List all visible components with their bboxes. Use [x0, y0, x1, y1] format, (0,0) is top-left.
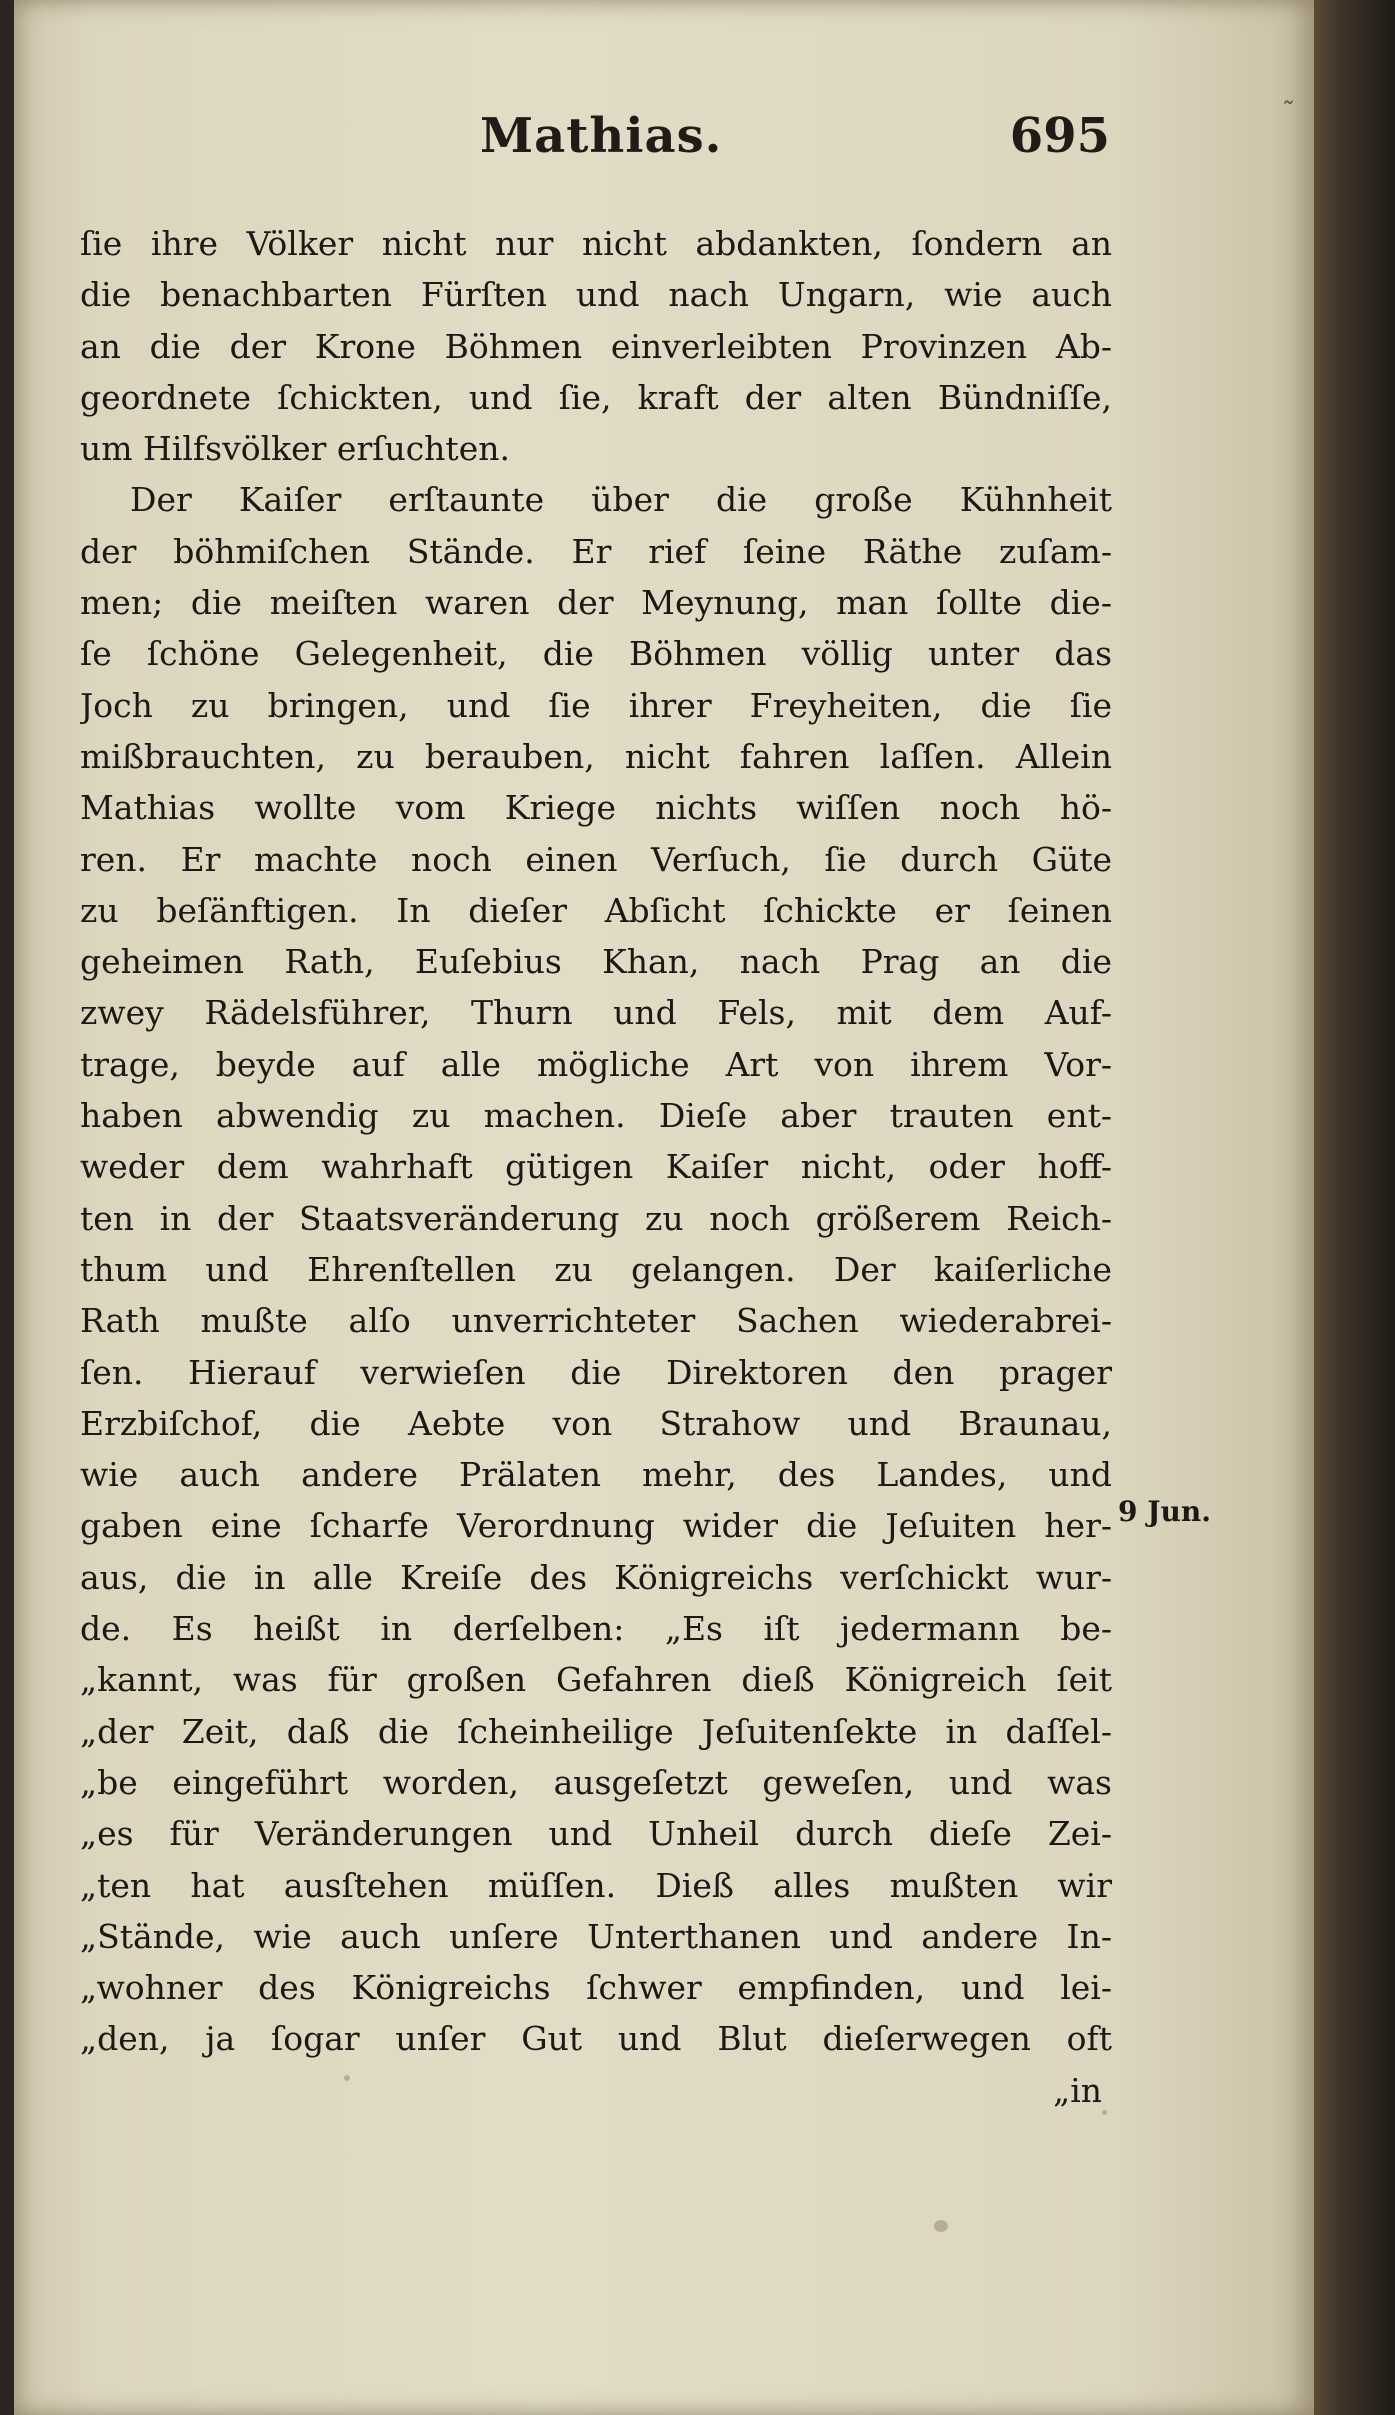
text-line: ſen. Hierauf verwieſen die Direktoren den prager: [80, 1352, 1112, 1392]
text-line: Mathias wollte vom Kriege nichts wiſſen noch hö-: [80, 788, 1112, 828]
text-line: haben abwendig zu machen. Dieſe aber trauten ent-: [80, 1096, 1112, 1136]
book-gutter-edge: [1314, 0, 1395, 2415]
text-line: „kannt, was für großen Gefahren dieß Königreich ſeit: [80, 1660, 1112, 1700]
text-line: men; die meiſten waren der Meynung, man ſollte die-: [80, 583, 1112, 623]
text-line: gaben eine ſcharfe Verordnung wider die Jeſuiten her-: [80, 1506, 1112, 1546]
text-line: wie auch andere Prälaten mehr, des Landes, und: [80, 1455, 1112, 1495]
text-line: trage, beyde auf alle mögliche Art von ihrem Vor-: [80, 1044, 1112, 1084]
text-line: geheimen Rath, Euſebius Khan, nach Prag an die: [80, 942, 1112, 982]
text-line: „es für Veränderungen und Unheil durch dieſe Zei-: [80, 1814, 1112, 1854]
text-line: mißbrauchten, zu berauben, nicht fahren laſſen. Allein: [80, 736, 1112, 776]
text-line: thum und Ehrenſtellen zu gelangen. Der kaiſerliche: [80, 1249, 1112, 1289]
text-line: „Stände, wie auch unſere Unterthanen und andere In-: [80, 1916, 1112, 1956]
text-line: zu beſänftigen. In dieſer Abſicht ſchickte er ſeinen: [80, 890, 1112, 930]
text-line: „den, ja ſogar unſer Gut und Blut dieſerwegen oft: [80, 2019, 1112, 2059]
text-line: ſie ihre Völker nicht nur nicht abdankten, ſondern an: [80, 224, 1112, 263]
text-line: ten in der Staatsveränderung zu noch größerem Reich-: [80, 1198, 1112, 1238]
page-header: [80, 108, 1110, 188]
text-line: Rath mußte alſo unverrichteter Sachen wiederabrei-: [80, 1301, 1112, 1341]
body-text: [80, 218, 1112, 2116]
text-line: zwey Rädelsführer, Thurn und Fels, mit dem Auf-: [80, 993, 1112, 1033]
margin-note-date: 9 Jun.: [1118, 1495, 1211, 1528]
text-line: „be eingeführt worden, ausgeſetzt geweſen, und was: [80, 1762, 1112, 1802]
text-line: „wohner des Königreichs ſchwer empfinden, und lei-: [80, 1968, 1112, 2008]
catchword: „in: [1053, 2070, 1102, 2110]
corner-mark: ˜: [1282, 98, 1295, 128]
text-line: ren. Er machte noch einen Verſuch, ſie durch Güte: [80, 839, 1112, 879]
paper-stain: [934, 2220, 948, 2232]
text-line: die benachbarten Fürſten und nach Ungarn, wie auch: [80, 275, 1112, 315]
text-line: „ten hat ausſtehen müſſen. Dieß alles mußten wir: [80, 1865, 1112, 1905]
running-head: Mathias.: [480, 108, 723, 164]
text-line: der böhmiſchen Stände. Er rief ſeine Räthe zuſam-: [80, 531, 1112, 571]
text-line: Joch zu bringen, und ſie ihrer Freyheiten, die ſie: [80, 685, 1112, 725]
text-line: weder dem wahrhaft gütigen Kaiſer nicht, oder hoff-: [80, 1147, 1112, 1187]
text-line: Erzbiſchof, die Aebte von Strahow und Braunau,: [80, 1403, 1112, 1443]
text-line: an die der Krone Böhmen einverleibten Provinzen Ab-: [80, 326, 1112, 366]
text-line: de. Es heißt in derſelben: „Es iſt jedermann be-: [80, 1609, 1112, 1649]
text-line: ſe ſchöne Gelegenheit, die Böhmen völlig unter das: [80, 634, 1112, 674]
text-line: aus, die in alle Kreiſe des Königreichs verſchickt wur-: [80, 1557, 1112, 1597]
text-line: „der Zeit, daß die ſcheinheilige Jeſuitenſekte in daſſel-: [80, 1711, 1112, 1751]
text-line: Der Kaiſer erſtaunte über die große Kühnheit: [130, 480, 1112, 520]
page-number: 695: [1009, 108, 1110, 164]
text-line: um Hilfsvölker erſuchten.: [80, 429, 510, 469]
text-line: geordnete ſchickten, und ſie, kraft der alten Bündniſſe,: [80, 377, 1112, 417]
